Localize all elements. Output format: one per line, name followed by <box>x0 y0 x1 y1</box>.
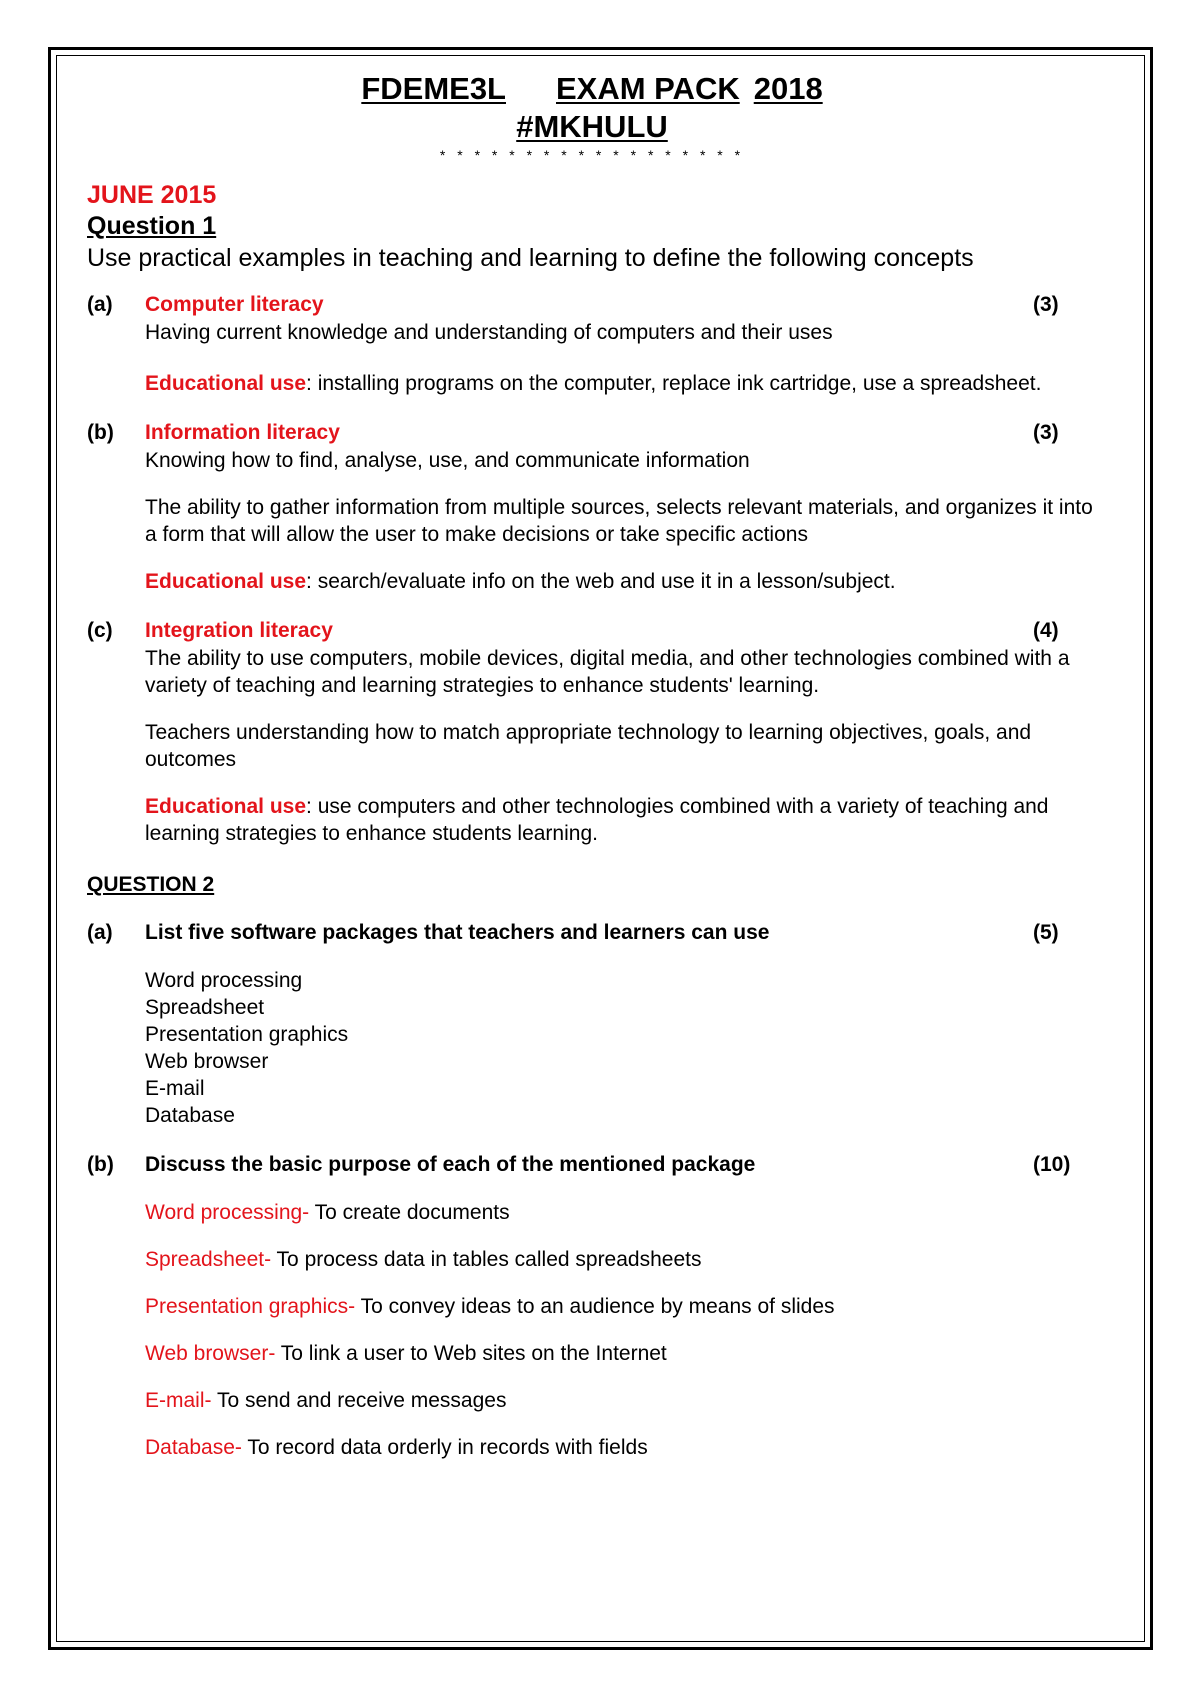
q1-part-b-extra: The ability to gather information from multiple sources, selects relevant materials, and organizes it into a form that will allow the user to make decisions or take specific actions <box>145 496 1093 546</box>
q2-part-b-label: (b) <box>87 1153 114 1176</box>
q1-part-a-edu-text: : installing programs on the computer, replace ink cartridge, use a spreadsheet. <box>306 372 1042 395</box>
q1-part-b-marks: (3) <box>1033 421 1059 444</box>
doc-tag-line <box>87 108 1097 146</box>
q1-part-b <box>87 419 1097 447</box>
star-divider: * * * * * * * * * * * * * * * * * * <box>439 147 745 163</box>
q2-part-a <box>87 919 1097 947</box>
question-1-title: Question 1 <box>87 212 217 240</box>
q1-part-a <box>87 291 1097 319</box>
q2-purpose-text: To convey ideas to an audience by means of slides <box>355 1295 835 1318</box>
q1-part-a-definition: Having current knowledge and understanding of computers and their uses <box>145 321 833 344</box>
q2-part-a-marks: (5) <box>1033 921 1059 944</box>
q2-purpose-name: Presentation graphics- <box>145 1295 356 1318</box>
q2-purpose-item <box>87 1340 1097 1367</box>
q1-part-c-extra: Teachers understanding how to match appropriate technology to learning objectives, goals, and outcomes <box>145 721 1032 771</box>
session-heading: JUNE 2015 <box>87 181 217 209</box>
q2-purpose-item <box>87 1199 1097 1226</box>
q1-part-b-edu <box>87 568 1097 595</box>
q2-purpose-item <box>87 1387 1097 1414</box>
q1-part-c-label: (c) <box>87 619 113 642</box>
document-body <box>87 70 1097 1461</box>
q2-purpose-text: To process data in tables called spreadsheets <box>271 1248 702 1271</box>
q1-part-b-label: (b) <box>87 421 114 444</box>
q2-purpose-text: To record data orderly in records with fields <box>241 1436 648 1459</box>
q2-purpose-name: Word processing- <box>145 1201 310 1224</box>
question-2-title: QUESTION 2 <box>87 873 215 896</box>
q2-purpose-item <box>87 1293 1097 1320</box>
list-item: Word processing <box>145 969 303 992</box>
doc-tag: #MKHULU <box>516 109 668 144</box>
q1-part-a-marks: (3) <box>1033 293 1059 316</box>
q1-part-b-definition: Knowing how to find, analyse, use, and communicate information <box>145 449 750 472</box>
q2-part-a-prompt: List five software packages that teachers and learners can use <box>145 921 770 944</box>
q2-purpose-name: E-mail- <box>145 1389 212 1412</box>
q2-purpose-name: Spreadsheet- <box>145 1248 272 1271</box>
exam-pack-label: EXAM PACK <box>556 71 740 106</box>
q1-part-a-edu <box>87 370 1097 397</box>
q2-part-b-prompt: Discuss the basic purpose of each of the mentioned package <box>145 1153 756 1176</box>
q1-part-c <box>87 617 1097 645</box>
list-item: Spreadsheet <box>145 996 265 1019</box>
question-1-prompt: Use practical examples in teaching and learning to define the following concepts <box>87 244 974 272</box>
q1-part-b-edu-label: Educational use <box>145 570 307 593</box>
q1-part-c-edu-label: Educational use <box>145 795 307 818</box>
q1-part-b-term: Information literacy <box>145 421 340 444</box>
q1-part-c-term: Integration literacy <box>145 619 333 642</box>
q1-part-a-edu-label: Educational use <box>145 372 307 395</box>
q2-part-a-list <box>87 967 1097 1129</box>
q1-part-c-edu <box>87 793 1097 847</box>
q2-purpose-item <box>87 1246 1097 1273</box>
list-item: Presentation graphics <box>145 1023 349 1046</box>
q1-part-a-term: Computer literacy <box>145 293 324 316</box>
q2-part-a-label: (a) <box>87 921 113 944</box>
q2-purpose-text: To link a user to Web sites on the Internet <box>275 1342 667 1365</box>
q2-purpose-item <box>87 1434 1097 1461</box>
exam-year: 2018 <box>753 71 823 106</box>
q2-part-b <box>87 1151 1097 1179</box>
q2-purpose-text: To create documents <box>309 1201 510 1224</box>
list-item: Database <box>145 1104 235 1127</box>
doc-title <box>87 70 1097 108</box>
course-code: FDEME3L <box>361 71 506 106</box>
q1-part-c-edu-text: : use computers and other technologies combined with a variety of teaching and learning strategies to enhance students learning. <box>145 795 1049 845</box>
q1-part-b-edu-text: : search/evaluate info on the web and use it in a lesson/subject. <box>306 570 896 593</box>
q1-part-a-label: (a) <box>87 293 113 316</box>
q2-part-b-marks: (10) <box>1033 1153 1071 1176</box>
q2-purpose-text: To send and receive messages <box>211 1389 507 1412</box>
q2-purpose-name: Database- <box>145 1436 242 1459</box>
list-item: E-mail <box>145 1077 205 1100</box>
list-item: Web browser <box>145 1050 269 1073</box>
q1-part-c-definition: The ability to use computers, mobile devices, digital media, and other technologies combined with a variety of teaching and learning strategies to enhance students' learning. <box>145 647 1070 697</box>
q2-purpose-name: Web browser- <box>145 1342 276 1365</box>
q1-part-c-marks: (4) <box>1033 619 1059 642</box>
